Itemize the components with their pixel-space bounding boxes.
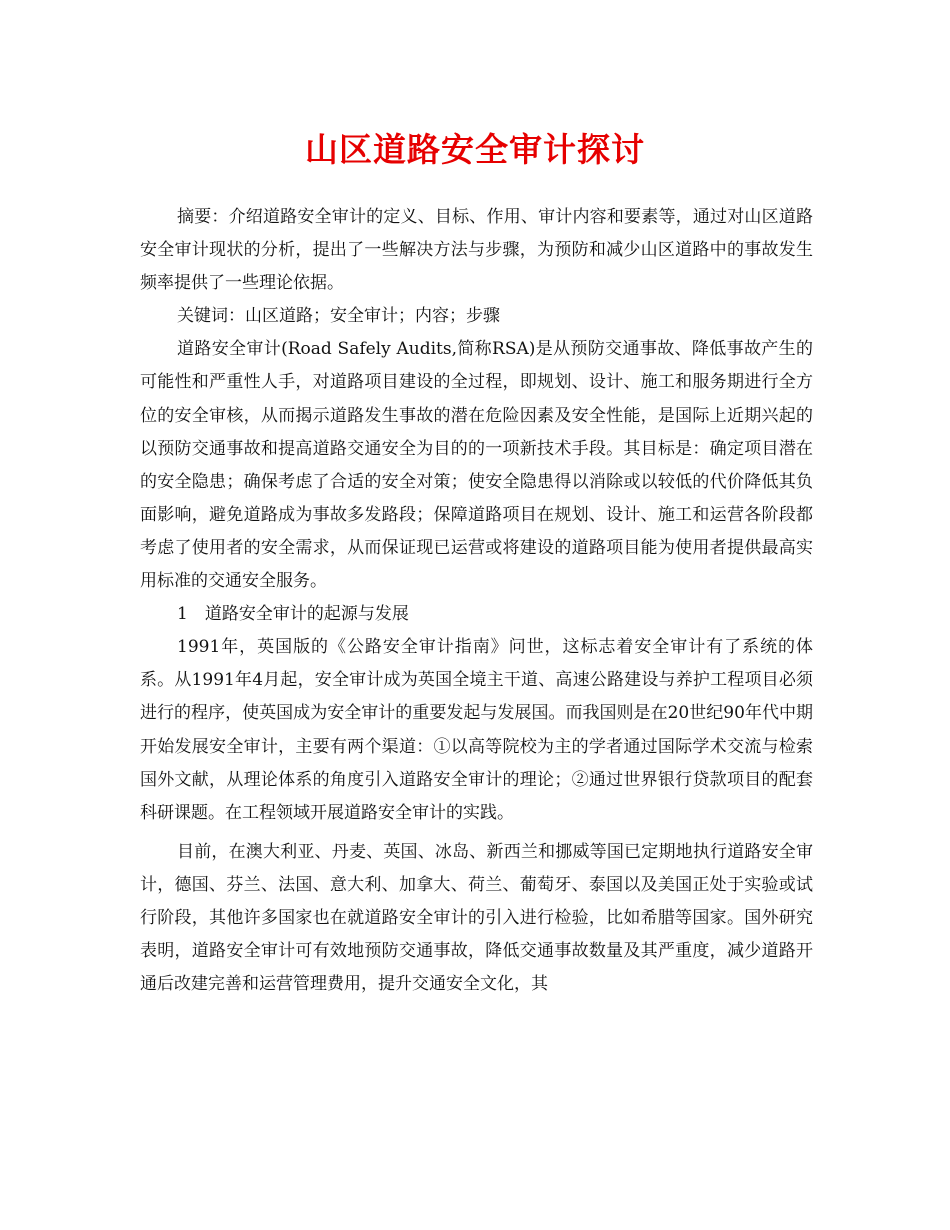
- intro-paragraph: 道路安全审计(Road Safely Audits,简称RSA)是从预防交通事故、降低事故产生的可能性和严重性人手，对道路项目建设的全过程，即规划、设计、施工和服务期进行全方位的安全审核，从而揭示道路发生事故的潜在危险因素及安全性能，是国际上近期兴起的以预防交通事故和提高道路交通安全为目的的一项新技术手段。其目标是：确定项目潜在的安全隐患；确保考虑了合适的安全对策；使安全隐患得以消除或以较低的代价降低其负面影响，避免道路成为事故多发路段；保障道路项目在规划、设计、施工和运营各阶段都考虑了使用者的安全需求，从而保证现已运营或将建设的道路项目能为使用者提供最高实用标准的交通安全服务。: [140, 339, 813, 592]
- abstract-paragraph: 摘要：介绍道路安全审计的定义、目标、作用、审计内容和要素等，通过对山区道路安全审计现状的分析，提出了一些解决方法与步骤，为预防和减少山区道路中的事故发生频率提供了一些理论依据。: [140, 207, 813, 294]
- section-heading: 1 道路安全审计的起源与发展: [177, 604, 409, 625]
- document-title: 山区道路安全审计探讨: [305, 130, 645, 169]
- document-body: [140, 201, 813, 1001]
- history-paragraph: 1991年，英国版的《公路安全审计指南》问世，这标志着安全审计有了系统的体系。从1991年4月起，安全审计成为英国全境主干道、高速公路建设与养护工程项目必须进行的程序，使英国成为安全审计的重要发起与发展国。而我国则是在20世纪90年代中期开始发展安全审计，主要有两个渠道：①以高等院校为主的学者通过国际学术交流与检索国外文献，从理论体系的角度引入道路安全审计的理论；②通过世界银行贷款项目的配套科研课题。在工程领域开展道路安全审计的实践。: [140, 637, 813, 823]
- keywords-paragraph: 关键词：山区道路；安全审计；内容；步骤: [177, 306, 500, 327]
- status-paragraph: 目前，在澳大利亚、丹麦、英国、冰岛、新西兰和挪威等国已定期地执行道路安全审计，德国、芬兰、法国、意大利、加拿大、荷兰、葡萄牙、泰国以及美国正处于实验或试行阶段，其他许多国家也在就道路安全审计的引入进行检验，比如希腊等国家。国外研究表明，道路安全审计可有效地预防交通事故，降低交通事故数量及其严重度，减少道路开通后改建完善和运营管理费用，提升交通安全文化，其: [140, 841, 813, 995]
